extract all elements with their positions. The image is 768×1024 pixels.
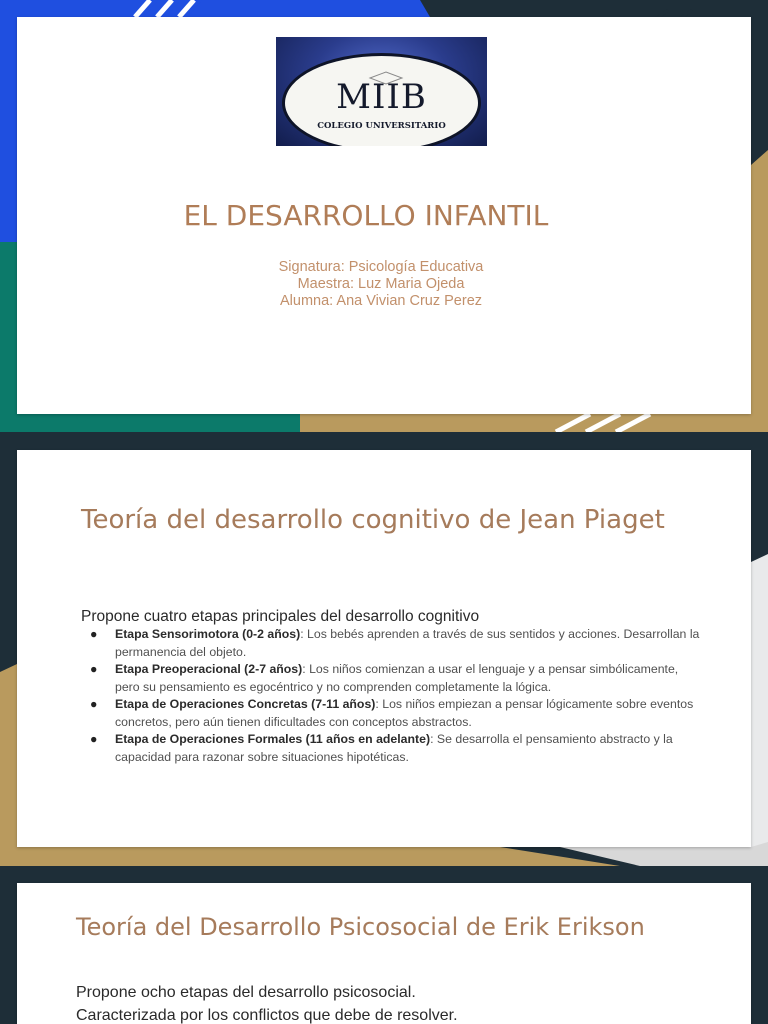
gold-bottom-shape (0, 847, 620, 866)
stage-name: Etapa de Operaciones Formales (11 años en adelante) (115, 732, 431, 746)
list-item (90, 731, 700, 766)
erikson-line-1: Propone ocho etapas del desarrollo psicosocial. (76, 984, 416, 1001)
slide1-panel (17, 17, 751, 414)
list-item (90, 696, 700, 731)
title-slide (0, 0, 768, 432)
student-line: Alumna: Ana Vivian Cruz Perez (279, 293, 483, 309)
stage-list (90, 626, 700, 766)
teacher-line: Maestra: Luz Maria Ojeda (297, 276, 465, 292)
piaget-slide (0, 432, 768, 866)
logo-text: MIIB (336, 77, 427, 117)
erikson-line-2: Caracterizada por los conflictos que debe de resolver. (76, 1007, 458, 1024)
list-item (90, 626, 700, 661)
stage-name: Etapa de Operaciones Concretas (7-11 años) (115, 697, 376, 711)
erikson-slide (0, 866, 768, 1024)
stage-name: Etapa Preoperacional (2-7 años) (115, 662, 303, 676)
erikson-body (76, 981, 458, 1024)
logo-subtext: COLEGIO UNIVERSITARIO (317, 121, 446, 131)
stage-description: : Los niños comienzan a usar el lenguaje y a pensar simbólicamente, pero su pensamiento es egocéntrico y no comprenden completamente la lógica. (115, 662, 679, 694)
stage-description: : Los bebés aprenden a través de sus sentidos y acciones. Desarrollan la permanencia del objeto. (115, 627, 700, 659)
presentation-title: EL DESARROLLO INFANTIL (183, 199, 549, 232)
subject-line: Signatura: Psicología Educativa (278, 259, 484, 275)
stage-description: : Se desarrolla el pensamiento abstracto y la capacidad para razonar sobre situaciones hipotéticas. (115, 732, 673, 764)
gold-left-shape (0, 664, 17, 866)
erikson-title: Teoría del Desarrollo Psicosocial de Erik Erikson (76, 913, 645, 941)
slide3-panel (17, 883, 751, 1024)
list-item (90, 661, 700, 696)
piaget-title: Teoría del desarrollo cognitivo de Jean Piaget (81, 505, 665, 535)
bullet-icon: ● (90, 732, 98, 746)
stage-description: : Los niños empiezan a pensar lógicamente sobre eventos concretos, pero aún tienen dificultades con conceptos abstractos. (115, 697, 694, 729)
light-edge-shape (751, 554, 768, 866)
presentation-subtitle (17, 259, 745, 310)
piaget-intro: Propone cuatro etapas principales del desarrollo cognitivo (81, 608, 480, 625)
bullet-icon: ● (90, 662, 98, 676)
stage-name: Etapa Sensorimotora (0-2 años) (115, 627, 301, 641)
slide2-panel (17, 450, 751, 847)
college-logo (276, 37, 487, 146)
bullet-icon: ● (90, 627, 98, 641)
bullet-icon: ● (90, 697, 98, 711)
